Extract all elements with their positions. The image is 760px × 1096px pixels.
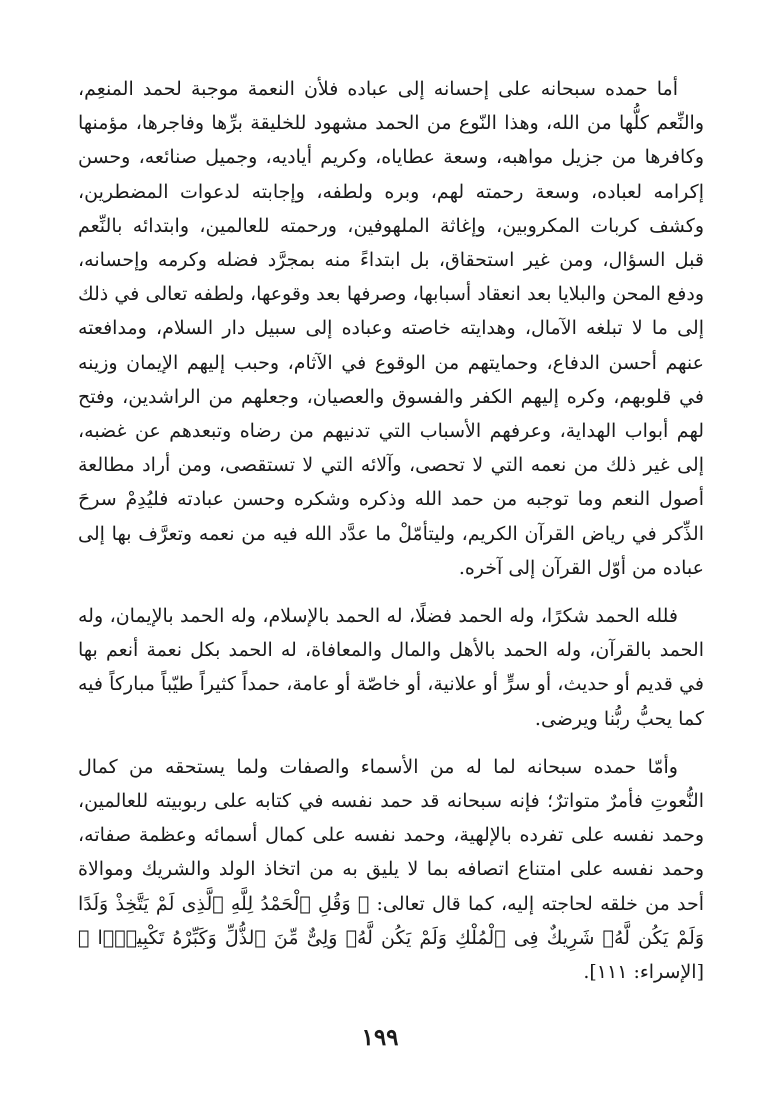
page-body xyxy=(78,72,704,989)
paragraph-text: وأمّا حمده سبحانه لما له من الأسماء والصفات ولما يستحقه من كمال النُّعوتِ فأمرٌ متواترٌ؛ فإنه سبحانه قد حمد نفسه في كتابه على ربوبيته للعالمين، وحمد نفسه على تفرده بالإلهية، وحمد نفسه على كمال أسمائه وعظمة صفاته، وحمد نفسه على امتناع اتصافه بما لا يليق به من اتخاذ الولد والشريك وموالاة أحد من خلقه لحاجته إليه، كما قال تعالى: xyxy=(78,755,705,915)
page-number: ١٩٩ xyxy=(361,1024,399,1051)
paragraph-thanks: فلله الحمد شكرًا، وله الحمد فضلًا، له الحمد بالإسلام، وله الحمد بالإيمان، وله الحمد بالقرآن، وله الحمد بالأهل والمال والمعافاة، له الحمد بكل نعمة أنعم بها في قديم أو حديث، أو سرٍّ أو علانية، أو خاصّة أو عامة، حمداً كثيراً طيّباً مباركاً فيه كما يحبُّ ربُّنا ويرضى. xyxy=(78,605,704,730)
paragraph-praise-for-favors: أما حمده سبحانه على إحسانه إلى عباده فلأن النعمة موجبة لحمد المنعِم، والنِّعم كلُّها من الله، وهذا النّوع من الحمد مشهود للخليقة برِّها وفاجرها، مؤمنها وكافرها من جزيل مواهبه، وسعة عطاياه، وكريم أياديه، وجميل صنائعه، وحسن إكرامه لعباده، وسعة رحمته لهم، وبره ولطفه، وإجابته لدعوات المضطرين، وكشف كربات المكروبين، وإغاثة الملهوفين، ورحمته للعالمين، وابتدائه بالنِّعم قبل السؤال، ومن غير استحقاق، بل ابتداءً منه بمجرَّد فضله وكرمه وإحسانه، ودفع المحن والبلايا بعد انعقاد أسبابها، وصرفها بعد وقوعها، ولطفه تعالى في ذلك إلى ما لا تبلغه الآمال، وهدايته خاصته وعباده إلى سبيل دار السلام، ومدافعته عنهم أحسن الدفاع، وحمايتهم من الوقوع في الآثام، وحبب إليهم الإيمان وزينه في قلوبهم، وكره إليهم الكفر والفسوق والعصيان، وجعلهم من الراشدين، وفتح لهم أبواب الهداية، وعرفهم الأسباب التي تدنيهم من رضاه وتبعدهم عن غضبه، إلى غير ذلك من نعمه التي لا تحصى، وآلائه التي لا تستقصى، ومن أراد مطالعة أصول النعم وما توجبه من حمد الله وذكره وشكره وحسن عبادته فليُدِمْ سرحَ الذِّكر في رياض القرآن الكريم، وليتأمّلْ ما عدَّد الله فيه من نعمه وتعرَّف بها إلى عباده من أوّل القرآن إلى آخره. xyxy=(78,78,705,579)
verse-reference: [الإسراء: ١١١]. xyxy=(583,961,704,984)
paragraph-names-attributes xyxy=(78,750,704,989)
quran-verse: ﴿ وَقُلِ ٱلْحَمْدُ لِلَّهِ ٱلَّذِى لَمْ يَتَّخِذْ وَلَدًا وَلَمْ يَكُن لَّهُۥ شَرِيكٌ فِى ٱلْمُلْكِ وَلَمْ يَكُن لَّهُۥ وَلِىٌّ مِّنَ ٱلذُّلِّ وَكَبِّرْهُ تَكْبِيرًۢا ﴾ xyxy=(78,892,704,949)
